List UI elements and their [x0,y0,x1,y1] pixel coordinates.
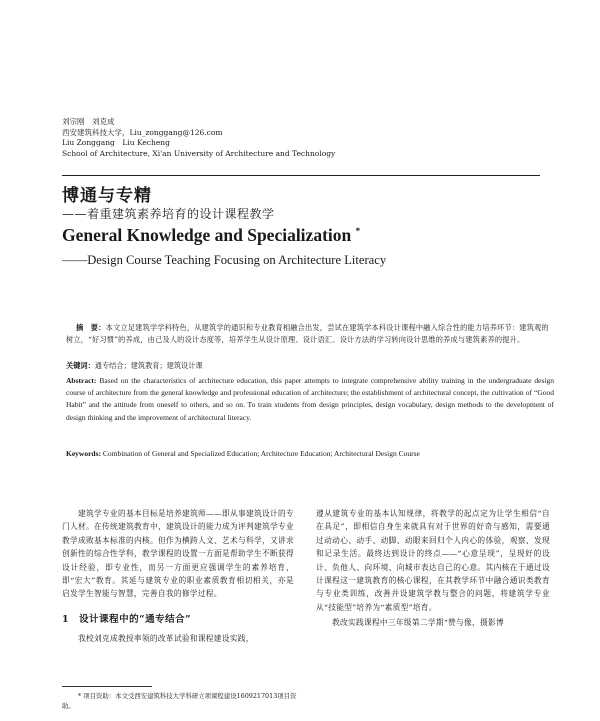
keywords-chinese [66,360,550,372]
author-affiliation-en: School of Architecture, Xi'an University of Architecture and Technology [62,148,336,158]
abstract-cn-text: 本文立足建筑学学科特色，从建筑学的通识和专业教育相融合出发，尝试在建筑学本科设计课程中融入综合性的能力培养环节：建筑观的树立，“好习惯”的养成，由己及人的设计态度等，培养学生从设计原理、设计语汇、设计方法的学习转向设计思维的养成与建筑素养的提升。 [66,323,549,344]
keywords-english [66,448,554,460]
author-names-cn: 刘宗刚 刘克成 [62,117,115,126]
abstract-en-label: Abstract: [66,376,97,385]
body-left-paragraph-1: 建筑学专业的基本目标是培养建筑师——即从事建筑设计的专门人材。在传统建筑教育中，建筑设计的能力成为评判建筑学专业教学成败基本标准的内核。但作为横跨人文、艺术与科学，又讲求创新性的综合性学科，教学课程的设置一方面是帮助学生不断获得设计经验，即专业性，而另一方面更应强调学生的素养培育，即“宏大”教育。其延与建筑专业的职业素质教育相切相关，亦是启发学生智能与智慧，完善自我的修学过程。 [62,509,294,599]
author-block [62,117,522,159]
title-english-text: General Knowledge and Specialization [62,225,352,245]
keywords-en-label: Keywords: [66,449,101,458]
section-heading-1: 1 设计课程中的“通专结合” [62,614,192,625]
abstract-en-text: Based on the characteristics of architecture education, this paper attempts to integrate comprehensive ability training in the undergraduate design course of architecture from the general knowledge and professional education of architecture; the establishment of architectural concept, the cultivation of “Good Habit” and the attitude from oneself to others, and so on. To train students from design principles, design vocabulary, design methods to the development of design thinking and the improvement of architectural literacy. [66,376,555,422]
subtitle-chinese: ——着重建筑素养培育的设计课程教学 [62,207,275,221]
subtitle-english: ——Design Course Teaching Focusing on Architecture Literacy [62,253,387,267]
author-affiliation-cn: 西安建筑科技大学，Liu_zonggang@126.com [62,127,223,137]
title-footnote-mark: * [355,226,361,237]
author-names-en: Liu Zonggang Liu Kecheng [62,138,170,147]
abstract-english [66,375,554,424]
keywords-cn-label: 关键词： [66,361,95,370]
body-right-paragraph-1: 遵从建筑专业的基本认知规律，将教学的起点定为让学生相信“自在具足”，即相信自身生来就具有对于世界的好奇与感知，需要通过动动心、动手、动脚、动眼来回归个人内心的体验，观察、发现和记录生活。最终达到设计的终点——“心意呈现”，呈现好的设计、负他人、向环境、向城市表达自己的心意。其内核在于通过设计课程这一建筑教育的核心课程，在其教学环节中融合通识类教育与专业类训练，改善并设建筑学教与整合的问题，将建筑学专业从“技能型”培养为“素质型”培育。 [316,509,550,612]
body-left-paragraph-2: 我校刘克成教授率领的改革试验和课程建设实践， [78,634,254,643]
body-right-column [316,507,550,630]
keywords-cn-text: 通专结合；建筑教育；建筑设计课 [94,361,203,370]
abstract-chinese [66,322,550,346]
abstract-cn-label: 摘 要： [76,323,106,332]
footnote-rule [62,686,152,687]
header-rule [62,175,540,176]
title-english [62,225,360,246]
keywords-en-text: Combination of General and Specialized Education; Architecture Education; Architectural Design Course [102,449,420,458]
title-chinese: 博通与专精 [62,186,152,206]
footnote: * 项目资助：本文受西安建筑科技大学科研立项课程建设1609217013项目资助。 [62,692,297,710]
body-right-paragraph-2: 教改实践课程中三年级第二学期“赞与像，摄影博 [332,618,504,628]
